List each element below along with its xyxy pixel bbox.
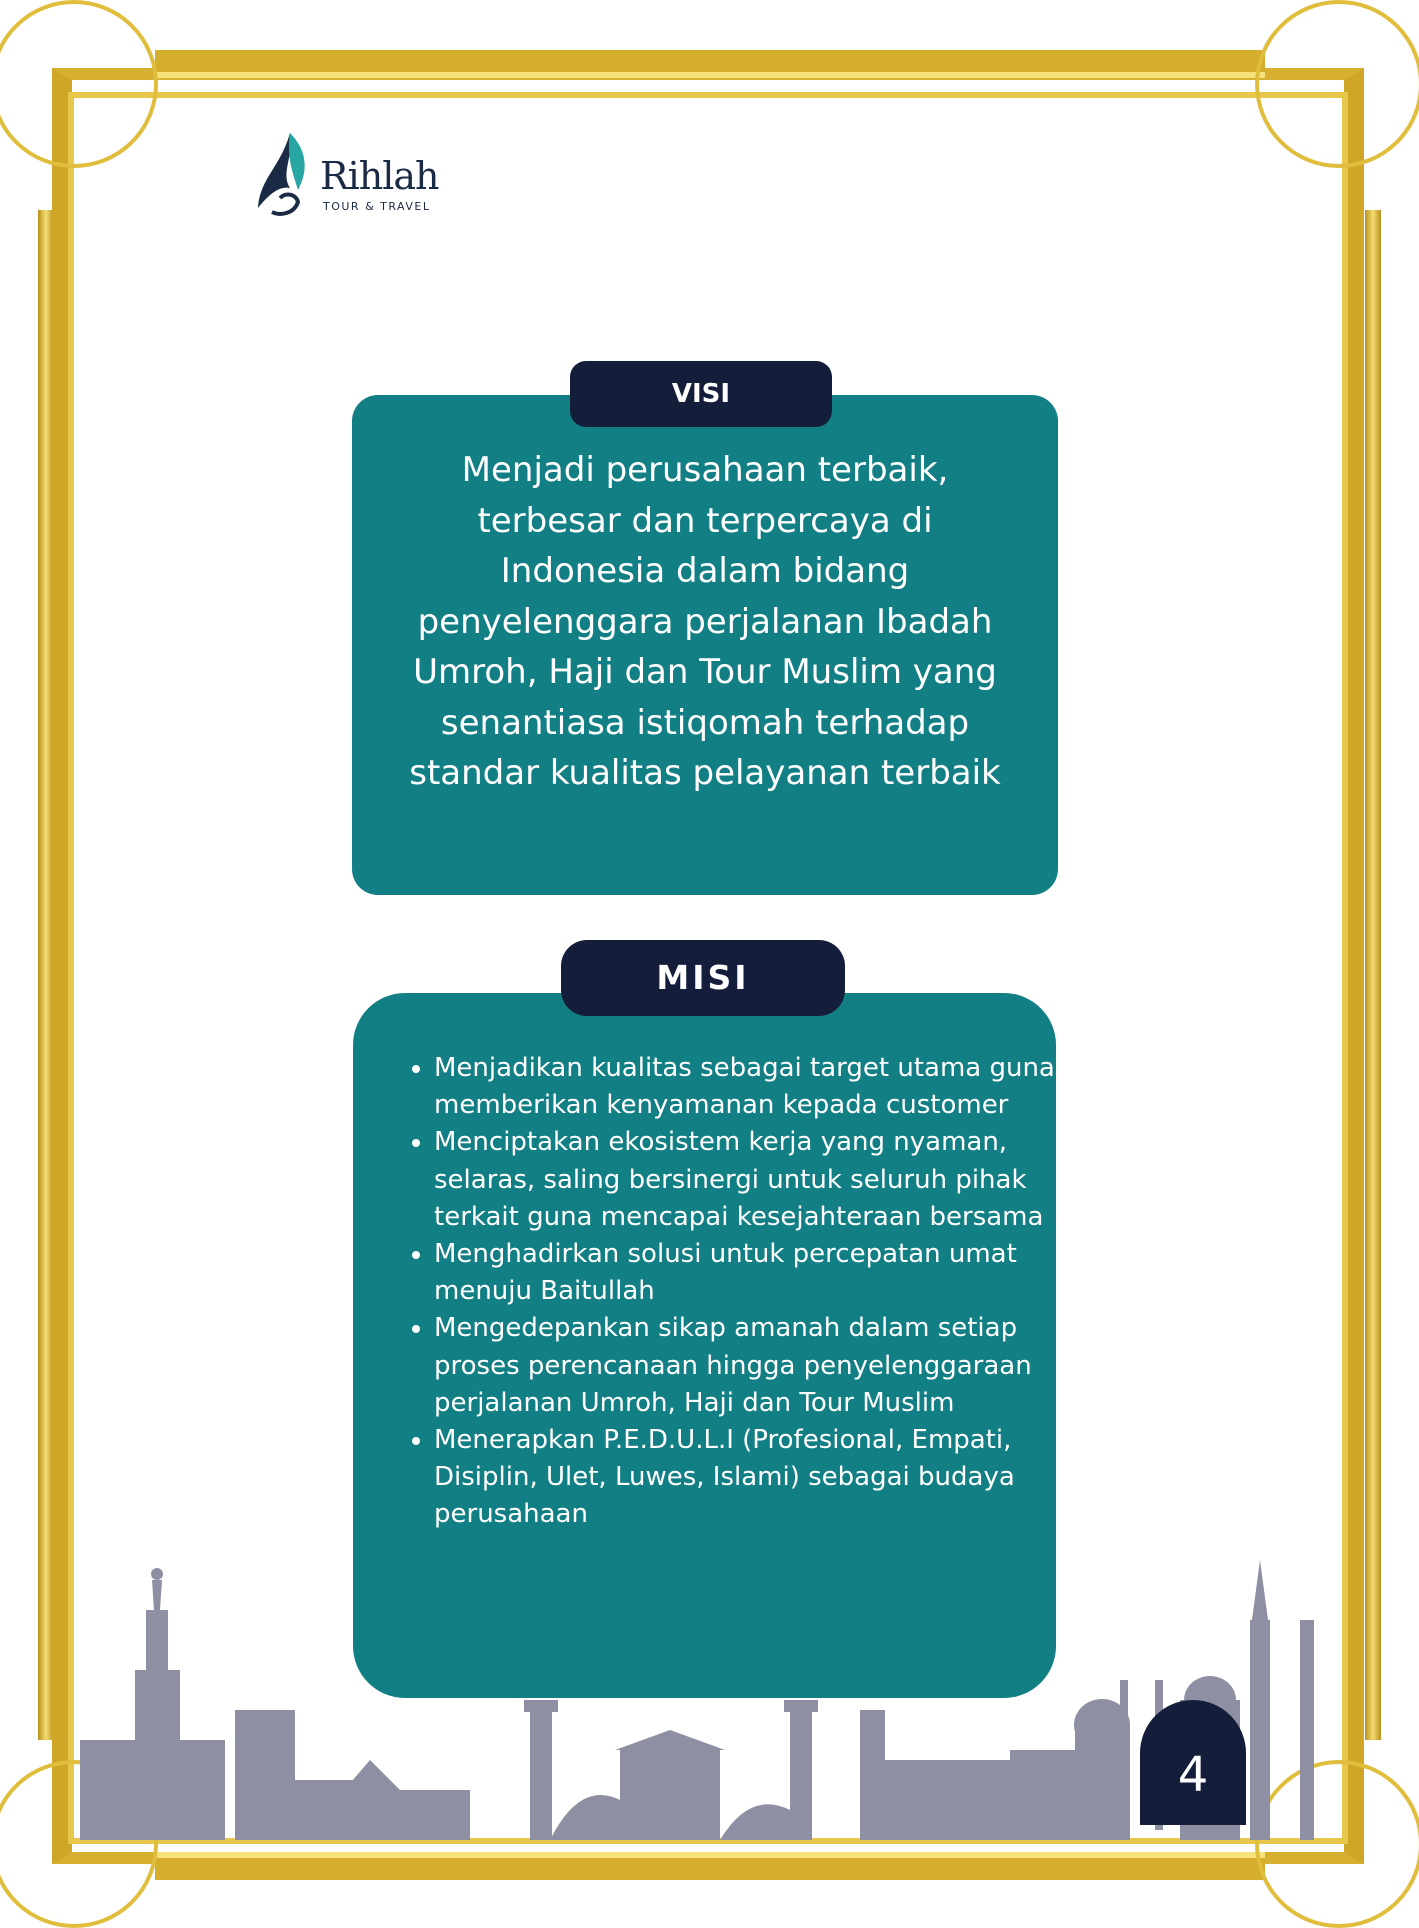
list-item: • Menghadirkan solusi untuk percepatan umat menuju Baitullah [434,1236,1064,1310]
page-number-badge: 4 [1140,1700,1246,1825]
list-item: • Menjadikan kualitas sebagai target utama guna memberikan kenyamanan kepada customer [434,1050,1064,1124]
company-logo [250,128,450,218]
list-item: • Mengedepankan sikap amanah dalam setiap proses perencanaan hingga penyelenggaraan perjalanan Umroh, Haji dan Tour Muslim [434,1310,1064,1422]
visi-heading: VISI [570,361,832,427]
corner-ornament-tr [1255,0,1419,168]
logo-tagline: TOUR & TRAVEL [323,200,431,213]
frame-right-bar [1365,210,1381,1740]
visi-statement: Menjadi perusahaan terbaik, terbesar dan terpercaya di Indonesia dalam bidang penyelenggara perjalanan Ibadah Umroh, Haji dan Tour Muslim yang senantiasa istiqomah terhadap standar kualitas pelayanan terbaik [409,450,1001,793]
list-item: • Menciptakan ekosistem kerja yang nyaman, selaras, saling bersinergi untuk seluruh pihak terkait guna mencapai kesejahteraan bersama [434,1124,1064,1236]
misi-list [398,1050,1064,1534]
logo-wordmark: Rihlah [320,154,439,198]
rihlah-logo-icon [250,128,320,218]
list-item: • Menerapkan P.E.D.U.L.I (Profesional, Empati, Disiplin, Ulet, Luwes, Islami) sebagai budaya perusahaan [434,1422,1064,1534]
misi-heading: MISI [561,940,845,1016]
